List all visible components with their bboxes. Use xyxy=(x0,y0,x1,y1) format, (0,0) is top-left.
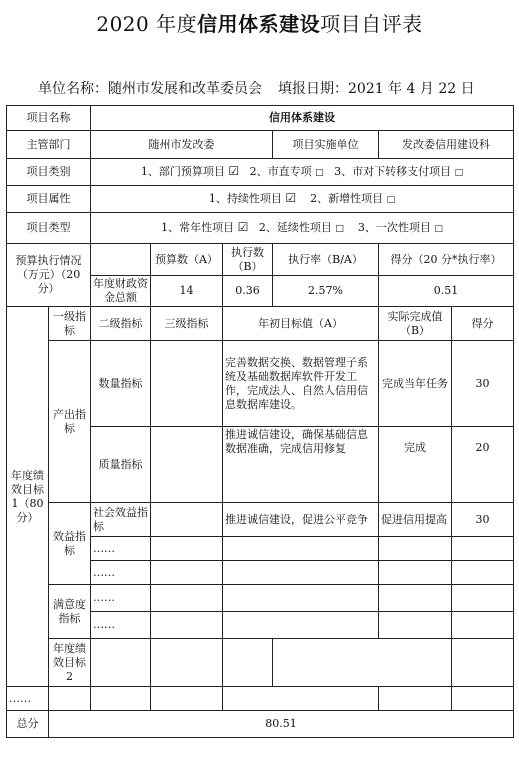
date-value: 2021 年 4 月 22 日 xyxy=(348,81,475,97)
attr-opt1: 1、持续性项目 xyxy=(208,192,282,205)
col-actual: 实际完成值（B） xyxy=(379,307,452,341)
quality-label: 质量指标 xyxy=(91,427,151,503)
satisfaction-ellipsis-1: …… xyxy=(91,585,151,612)
unit-label: 单位名称： xyxy=(38,81,108,97)
project-name-label: 项目名称 xyxy=(7,106,91,131)
qty-label: 数量指标 xyxy=(91,341,151,427)
budget-label: 预算执行情况（万元）（20 分） xyxy=(7,244,91,307)
budget-col-score: 得分（20 分*执行率） xyxy=(379,244,514,276)
budget-col-exec: 执行数（B） xyxy=(223,244,273,276)
social-score: 30 xyxy=(452,503,514,537)
budget-blank xyxy=(91,244,151,276)
qty-score: 30 xyxy=(452,341,514,427)
unit-value: 随州市发展和改革委员会 xyxy=(108,81,262,97)
dept-label: 主管部门 xyxy=(7,131,91,159)
checked-box-icon: ☑ xyxy=(285,191,297,205)
empty-box-icon: □ xyxy=(335,224,344,234)
satisfaction-label: 满意度指标 xyxy=(49,585,91,639)
goal2-label: 年度绩效目标 2 xyxy=(49,639,91,687)
date-label: 填报日期： xyxy=(278,81,348,97)
checked-box-icon: ☑ xyxy=(228,164,240,178)
budget-col-budget: 预算数（A） xyxy=(151,244,223,276)
budget-col-rate: 执行率（B/A） xyxy=(273,244,379,276)
qty-level3 xyxy=(151,341,223,427)
social-label: 社会效益指标 xyxy=(91,503,151,537)
checked-box-icon: ☑ xyxy=(237,220,249,234)
col-score: 得分 xyxy=(452,307,514,341)
category-opt3: 3、市对下转移支付项目 xyxy=(334,165,452,178)
category-opt2: 2、市直专项 xyxy=(249,165,312,178)
benefit-label: 效益指标 xyxy=(49,503,91,585)
exec-value: 0.36 xyxy=(223,276,273,307)
title-bold: 信用体系建设 xyxy=(197,12,321,36)
budget-row-label: 年度财政资金总额 xyxy=(91,276,151,307)
total-value: 80.51 xyxy=(49,711,514,738)
page-title xyxy=(0,8,519,37)
satisfaction-ellipsis-2: …… xyxy=(91,612,151,639)
impl-unit-value: 发改委信用建设科 xyxy=(379,131,514,159)
dept-value: 随州市发改委 xyxy=(91,131,273,159)
evaluation-table xyxy=(6,105,514,738)
quality-score: 20 xyxy=(452,427,514,503)
type-opt3: 3、一次性项目 xyxy=(357,221,431,234)
project-name-value: 信用体系建设 xyxy=(91,106,514,131)
empty-box-icon: □ xyxy=(386,195,396,205)
category-label: 项目类别 xyxy=(7,159,91,186)
qty-target: 完善数据交换、数据管理子系统及基础数据库软件开发工作，完成法人、自然人信用信息数据库建设。 xyxy=(223,341,379,427)
benefit-ellipsis-1: …… xyxy=(91,537,151,561)
quality-level3 xyxy=(151,427,223,503)
empty-box-icon: □ xyxy=(454,168,464,178)
attr-options xyxy=(91,186,514,213)
title-prefix: 2020 年度 xyxy=(96,12,198,36)
qty-actual: 完成当年任务 xyxy=(379,341,452,427)
col-level2: 二级指标 xyxy=(91,307,151,341)
col-target: 年初目标值（A） xyxy=(223,307,379,341)
goal1-label: 年度绩效目标 1（80分） xyxy=(7,307,49,687)
social-level3 xyxy=(151,503,223,537)
type-options xyxy=(91,213,514,244)
empty-box-icon: □ xyxy=(434,224,443,234)
budget-value: 14 xyxy=(151,276,223,307)
quality-actual: 完成 xyxy=(379,427,452,503)
type-opt1: 1、常年性项目 xyxy=(161,221,235,234)
impl-unit-label: 项目实施单位 xyxy=(273,131,379,159)
rate-value: 2.57% xyxy=(273,276,379,307)
output-label: 产出指标 xyxy=(49,341,91,503)
empty-box-icon: □ xyxy=(315,168,324,178)
benefit-ellipsis-2: …… xyxy=(91,561,151,585)
score-value: 0.51 xyxy=(379,276,514,307)
total-label: 总分 xyxy=(7,711,49,738)
quality-target: 推进诚信建设，确保基础信息数据准确，完成信用修复 xyxy=(223,427,379,503)
unit-info-line xyxy=(38,78,485,98)
social-actual: 促进信用提高 xyxy=(379,503,452,537)
type-label: 项目类型 xyxy=(7,213,91,244)
social-target: 推进诚信建设，促进公平竞争 xyxy=(223,503,379,537)
type-opt2: 2、延续性项目 xyxy=(258,221,332,234)
attr-label: 项目属性 xyxy=(7,186,91,213)
col-level1: 一级指标 xyxy=(49,307,91,341)
title-suffix: 项目自评表 xyxy=(320,12,423,36)
col-level3: 三级指标 xyxy=(151,307,223,341)
attr-opt2: 2、新增性项目 xyxy=(310,192,384,205)
category-opt1: 1、部门预算项目 xyxy=(140,165,225,178)
category-options xyxy=(91,159,514,186)
goal-ellipsis: …… xyxy=(7,687,49,711)
